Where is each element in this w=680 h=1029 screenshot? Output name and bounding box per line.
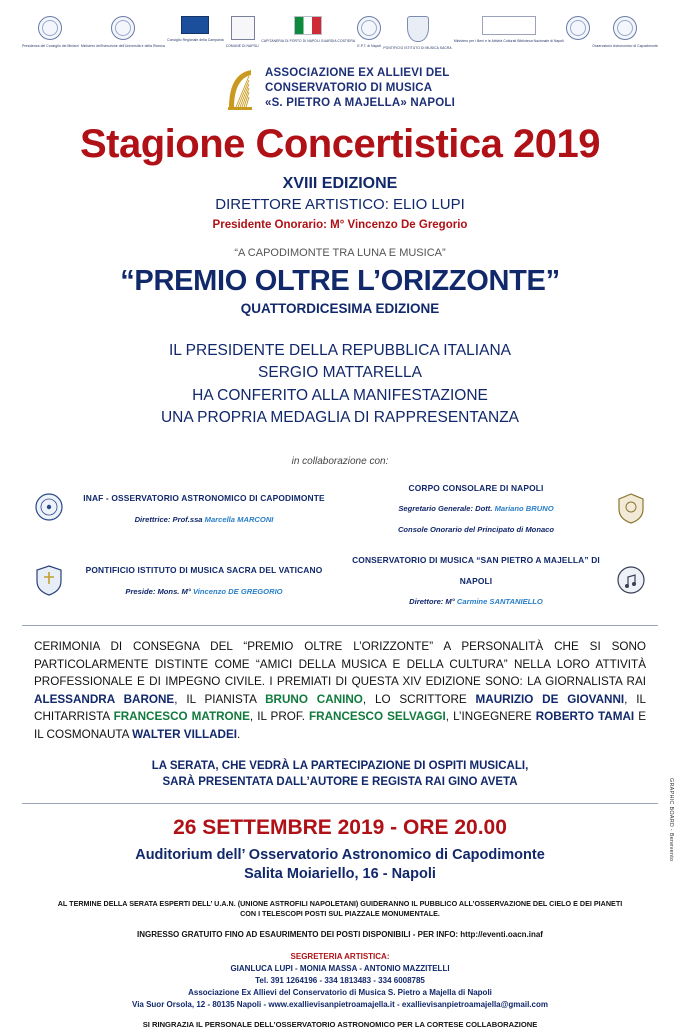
artistic-director: DIRETTORE ARTISTICO: ELIO LUPI — [215, 195, 465, 213]
collaborator-pontificio-istituto — [34, 559, 336, 601]
description-intro: CERIMONIA DI CONSEGNA DEL “PREMIO OLTRE L’ORIZZONTE” A PERSONALITÀ CHE SI SONO PARTICOLARMENTE DISTINTE COME “AMICI DELLA MUSICA E DELLA CULTURA” NELLA LORO ATTIVITÀ PROFESSIONALE E DI IMPEGNO CIVILE. I PREMIATI DI QUESTA XIV EDIZIONE SONO: LA GIORNALISTA RAI — [34, 640, 646, 689]
logo-osservatorio-capodimonte — [592, 16, 658, 48]
ept-napoli-icon — [357, 16, 381, 41]
collaborator-role — [409, 597, 543, 606]
collaborator-corpo-consolare — [344, 477, 646, 539]
corpo-consolare-emblem-icon — [616, 492, 646, 524]
desc-sep-4: , IL PROF. — [249, 710, 310, 724]
collaborators-row — [34, 477, 646, 539]
conservatorio-icon — [566, 16, 590, 41]
collaborator-role — [125, 587, 282, 596]
republic-statement — [0, 340, 680, 430]
edition-label: XVIII EDIZIONE — [282, 174, 398, 192]
collaborator-name: CONSERVATORIO DI MUSICA “SAN PIETRO A MAJELLA” DI NAPOLI — [352, 554, 600, 586]
role-person: Vincenzo DE GREGORIO — [193, 587, 283, 597]
republic-line-3: HA CONFERITO ALLA MANIFESTAZIONE — [192, 386, 488, 404]
republic-line-1: IL PRESIDENTE DELLA REPUBBLICA ITALIANA — [169, 341, 511, 359]
collaborator-text — [72, 559, 336, 601]
logo-caption: COMUNE DI NAPOLI — [225, 44, 260, 48]
evening-note-line-2: SARÀ PRESENTATA DALL’AUTORE E REGISTA RAI GINO AVETA — [162, 776, 518, 789]
association-header — [0, 66, 680, 112]
presidenza-consiglio-ministri-icon — [22, 16, 79, 41]
association-line-2: CONSERVATORIO DI MUSICA — [264, 82, 433, 95]
page-title: Stagione Concertistica 2019 — [79, 121, 601, 166]
logo-conservatorio-san-pietro-a-majella — [566, 16, 590, 44]
collaborator-role-suffix: Console Onorario del Principato di Monaco — [397, 525, 555, 535]
conservatorio-emblem-icon — [616, 564, 646, 596]
logo-ept-napoli — [357, 16, 381, 48]
republic-line-2: SERGIO MATTARELLA — [258, 364, 422, 382]
telescope-note-line-1: AL TERMINE DELLA SERATA ESPERTI DELL’ U.A.N. (UNIONE ASTROFILI NAPOLETANI) GUIDERANNO IL PUBBLICO ALL’OSSERVAZIONE DEL CIELO E DEI PIANETI — [57, 899, 623, 909]
collaborator-name: CORPO CONSOLARE DI NAPOLI — [408, 482, 544, 493]
republic-line-4: UNA PROPRIA MEDAGLIA DI RAPPRESENTANZA — [160, 409, 520, 427]
logo-consiglio-regionale-campania — [167, 16, 224, 42]
venue-address: Salita Moiariello, 16 - Napoli — [244, 866, 436, 883]
divider-bottom — [22, 803, 658, 804]
award-edition: QUATTORDICESIMA EDIZIONE — [240, 300, 440, 316]
event-venue — [0, 846, 680, 885]
free-entry-note: INGRESSO GRATUITO FINO AD ESAURIMENTO DEI POSTI DISPONIBILI - PER INFO: http://eventi.oacn.inaf — [137, 929, 543, 939]
association-text — [265, 66, 455, 112]
evening-note-line-1: LA SERATA, CHE VEDRÀ LA PARTECIPAZIONE DI OSPITI MUSICALI, — [151, 759, 529, 772]
pontificio-istituto-icon — [383, 16, 451, 43]
osservatorio-capodimonte-icon — [592, 16, 658, 41]
collaborator-conservatorio — [344, 549, 646, 611]
consiglio-regionale-campania-icon — [167, 16, 224, 35]
role-person: Carmine SANTANIELLO — [456, 597, 543, 607]
logo-caption: Osservatorio Astronomico di Capodimonte — [592, 44, 658, 48]
ceremony-description — [0, 626, 680, 743]
secretariat-association: Associazione Ex Allievi del Conservatorio di Musica S. Pietro a Majella di Napoli — [188, 987, 492, 997]
telescope-note-line-2: CON I TELESCOPI POSTI SUL PIAZZALE MONUMENTALE. — [240, 909, 440, 919]
ministero-istruzione-icon — [81, 16, 165, 41]
desc-sep-1: , IL PIANISTA — [174, 692, 266, 706]
comune-di-napoli-icon — [226, 16, 260, 41]
desc-sep-6: E IL COSMONAUTA — [34, 710, 646, 742]
secretariat-phones: Tel. 391 1264196 - 334 1813483 - 334 6008785 — [255, 975, 425, 985]
awardee-5: FRANCESCO SELVAGGI — [309, 710, 446, 724]
honorary-president: Presidente Onorario: M° Vincenzo De Gregorio — [212, 218, 468, 231]
secretariat-title: SEGRETERIA ARTISTICA: — [290, 951, 390, 961]
role-prefix: Direttrice: Prof.ssa — [134, 514, 205, 524]
desc-sep-5: , L’INGEGNERE — [445, 710, 536, 724]
desc-sep-3: , IL CHITARRISTA — [34, 692, 647, 724]
thanks-note: SI RINGRAZIA IL PERSONALE DELL’OSSERVATORIO ASTRONOMICO PER LA CORTESE COLLABORAZIONE — [142, 1019, 538, 1029]
desc-sep-2: , LO SCRITTORE — [362, 692, 476, 706]
collaborator-inaf — [34, 487, 336, 529]
venue-name: Auditorium dell’ Osservatorio Astronomico di Capodimonte — [135, 846, 545, 863]
logo-presidenza-consiglio-ministri — [22, 16, 79, 48]
osservatorio-emblem-icon — [34, 492, 64, 524]
collaborator-text — [72, 487, 336, 529]
evening-note — [0, 758, 680, 791]
role-person: Mariano BRUNO — [494, 504, 554, 514]
collaborators-row — [34, 549, 646, 611]
awardee-6: ROBERTO TAMAI — [535, 710, 635, 724]
logo-capitaneria-di-porto — [261, 16, 355, 43]
secretariat-address: Via Suor Orsola, 12 - 80135 Napoli - www.exallievisanpietroamajella.it - exallievisanpietroamajella@gmail.com — [132, 999, 548, 1009]
collaborator-text — [344, 477, 608, 539]
secretariat-names: GIANLUCA LUPI - MONIA MASSA - ANTONIO MAZZITELLI — [230, 963, 450, 973]
awardee-4: FRANCESCO MATRONE — [113, 710, 250, 724]
logo-caption: Ministero per i Beni e le Attività Culturali Biblioteca Nazionale di Napoli — [453, 39, 564, 43]
collaborator-text — [344, 549, 608, 611]
secretariat-block — [0, 951, 680, 1011]
role-prefix: Preside: Mons. M° — [125, 587, 193, 597]
awardee-2: BRUNO CANINO — [265, 692, 363, 706]
logo-caption: E.P.T. di Napoli — [357, 44, 382, 48]
event-date: 26 SETTEMBRE 2019 - ORE 20.00 — [173, 815, 507, 839]
collaborator-name: PONTIFICIO ISTITUTO DI MUSICA SACRA DEL VATICANO — [85, 565, 323, 576]
logo-caption: CAPITANERIA DI PORTO DI NAPOLI GUARDIA COSTIERA — [261, 39, 356, 43]
capitaneria-di-porto-icon — [261, 16, 355, 36]
role-prefix: Direttore: M° — [409, 597, 457, 607]
logo-caption: Ministero dell'Istruzione dell'Università e della Ricerca — [80, 44, 165, 48]
logo-caption: PONTIFICIO ISTITUTO DI MUSICA SACRA — [383, 46, 452, 50]
design-credit: GRAPHIC BOARD - Benevento — [668, 777, 674, 861]
awardee-3: MAURIZIO DE GIOVANNI — [475, 692, 625, 706]
harp-icon — [225, 67, 255, 111]
biblioteca-nazionale-icon — [454, 16, 564, 36]
sponsor-logo-strip — [0, 0, 680, 56]
subtitle-quote: “A CAPODIMONTE TRA LUNA E MUSICA” — [234, 246, 446, 259]
awardee-7: WALTER VILLADEI — [132, 728, 238, 742]
logo-ministero-istruzione — [81, 16, 165, 48]
telescope-note — [0, 899, 680, 920]
logo-biblioteca-nazionale — [454, 16, 564, 43]
pontificio-istituto-emblem-icon — [34, 564, 64, 596]
desc-end: . — [237, 728, 241, 742]
logo-pontificio-istituto — [383, 16, 451, 50]
logo-comune-di-napoli — [226, 16, 260, 48]
association-line-3: «S. PIETRO A MAJELLA» NAPOLI — [264, 97, 456, 110]
role-prefix: Segretario Generale: Dott. — [398, 504, 495, 514]
logo-caption: Presidenza del Consiglio dei Ministri — [22, 44, 79, 48]
award-title: “PREMIO OLTRE L’ORIZZONTE” — [120, 264, 560, 297]
collaborator-role — [398, 504, 553, 513]
collaboration-label: in collaborazione con: — [291, 455, 389, 467]
collaborator-role — [135, 515, 274, 524]
association-line-1: ASSOCIAZIONE EX ALLIEVI DEL — [264, 67, 450, 80]
collaborators-section — [0, 477, 680, 612]
collaborator-name: INAF - OSSERVATORIO ASTRONOMICO DI CAPODIMONTE — [83, 492, 325, 503]
logo-caption: Consiglio Regionale della Campania — [167, 38, 224, 42]
role-person: Marcella MARCONI — [204, 514, 274, 524]
awardee-1: ALESSANDRA BARONE — [34, 692, 175, 706]
